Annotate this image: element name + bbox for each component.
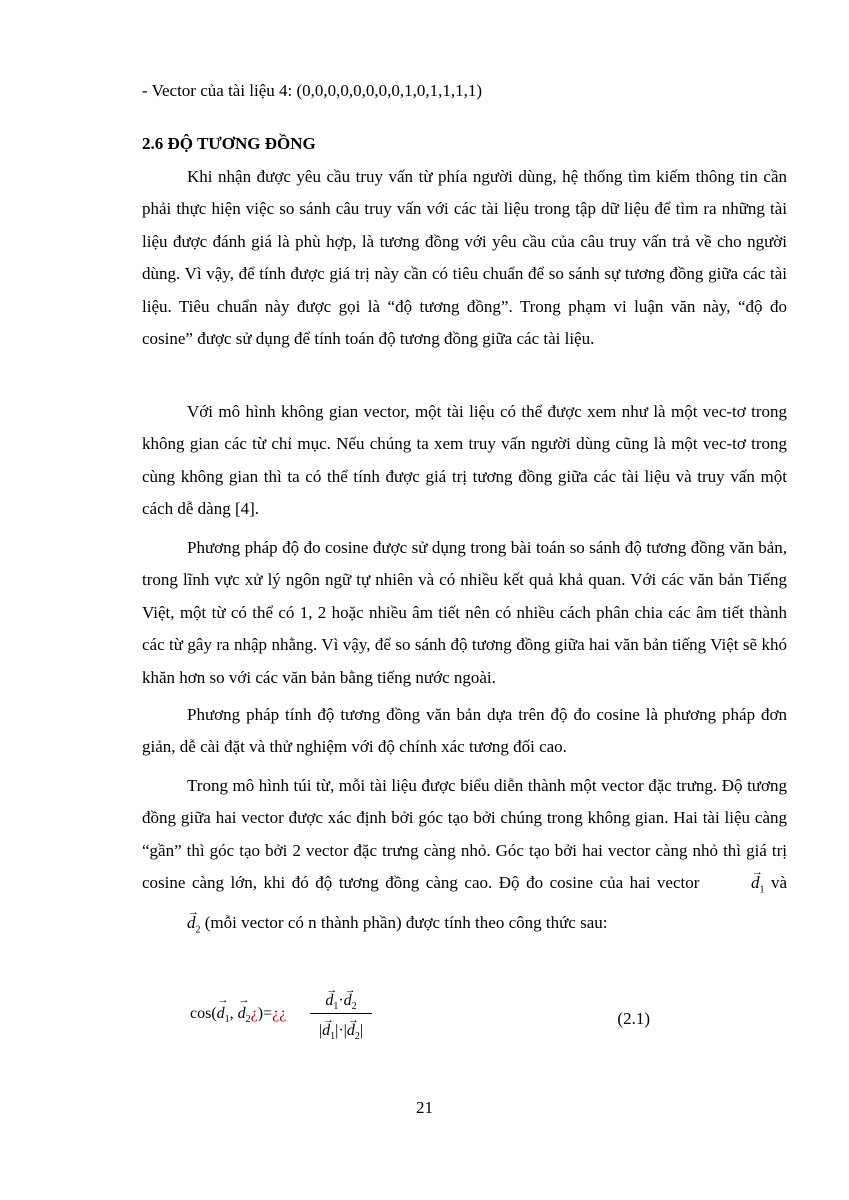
paragraph-5 xyxy=(142,770,787,947)
paragraph-5-text-start: Trong mô hình túi từ, mỗi tài liệu được biểu diễn thành một vector đặc trưng. Độ tương đồng giữa hai vector được xác định bởi góc tạo bởi chúng trong không gian. Hai tài liệu càng “gần” thì góc tạo bởi 2 vector đặc trưng càng nhỏ. Góc tạo bởi hai vector càng nhỏ thì giá trị cosine càng lớn, khi đó độ tương đồng càng cao. Độ đo cosine của hai vector xyxy=(142,776,787,893)
vector-d1: → $d_1$ xyxy=(706,867,765,907)
vector-d2: → $d_2$ xyxy=(142,907,201,947)
paragraph-1: Khi nhận được yêu cầu truy vấn từ phía người dùng, hệ thống tìm kiếm thông tin cần phải thực hiện việc so sánh câu truy vấn với các tài liệu trong tập dữ liệu để tìm ra những tài liệu được đánh giá là phù hợp, là tương đồng với yêu cầu của câu truy vấn trả về cho người dùng. Vì vậy, để tính được giá trị này cần có tiêu chuẩn để so sánh sự tương đồng giữa các tài liệu. Tiêu chuẩn này được gọi là “độ tương đồng”. Trong phạm vi luận văn này, “độ đo cosine” được sử dụng để tính toán độ tương đồng giữa các tài liệu. xyxy=(142,167,787,349)
equation-number: (2.1) xyxy=(617,1009,650,1028)
formula-denominator: |→ $d_1|\cdot|\to d_2|$ xyxy=(310,1016,372,1042)
formula-numerator: → $d_1\cdot\to d_2$ xyxy=(310,985,372,1011)
paragraph-5-and: và xyxy=(764,873,788,893)
paragraph-3: Phương pháp độ đo cosine được sử dụng trong bài toán so sánh độ tương đồng văn bản, trong lĩnh vực xử lý ngôn ngữ tự nhiên và có nhiều kết quả khả quan. Với các văn bản Tiếng Việt, một từ có thể có 1, 2 hoặc nhiều âm tiết nên có nhiều cách phân chia các âm tiết thành các từ gây ra nhập nhằng. Vì vậy, để so sánh độ tương đồng giữa hai văn bản tiếng Việt sẽ khó khăn hơn so với các văn bản bằng tiếng nước ngoài. xyxy=(142,538,787,687)
section-heading: 2.6 ĐỘ TƯƠNG ĐỒNG xyxy=(142,134,316,153)
cosine-formula xyxy=(190,985,660,1045)
paragraph-4: Phương pháp tính độ tương đồng văn bản dựa trên độ đo cosine là phương pháp đơn giản, dễ cài đặt và thử nghiệm với độ chính xác tương đối cao. xyxy=(142,705,787,757)
page-number: 21 xyxy=(416,1098,433,1117)
vector-line: - Vector của tài liệu 4: (0,0,0,0,0,0,0,0,1,0,1,1,1,1) xyxy=(142,81,483,100)
formula-lhs: $\cos(\to d_1$, → $d_2¿)=¿¿$ xyxy=(190,1005,286,1025)
formula-fraction xyxy=(310,985,372,1042)
paragraph-2: Với mô hình không gian vector, một tài liệu có thể được xem như là một vec-tơ trong không gian các từ chỉ mục. Nếu chúng ta xem truy vấn người dùng cũng là một vec-tơ trong cùng không gian thì ta có thể tính được giá trị tương đồng giữa các tài liệu và truy vấn một cách dễ dàng [4]. xyxy=(142,402,787,519)
paragraph-5-text-end: (mỗi vector có n thành phần) được tính theo công thức sau: xyxy=(200,913,608,933)
